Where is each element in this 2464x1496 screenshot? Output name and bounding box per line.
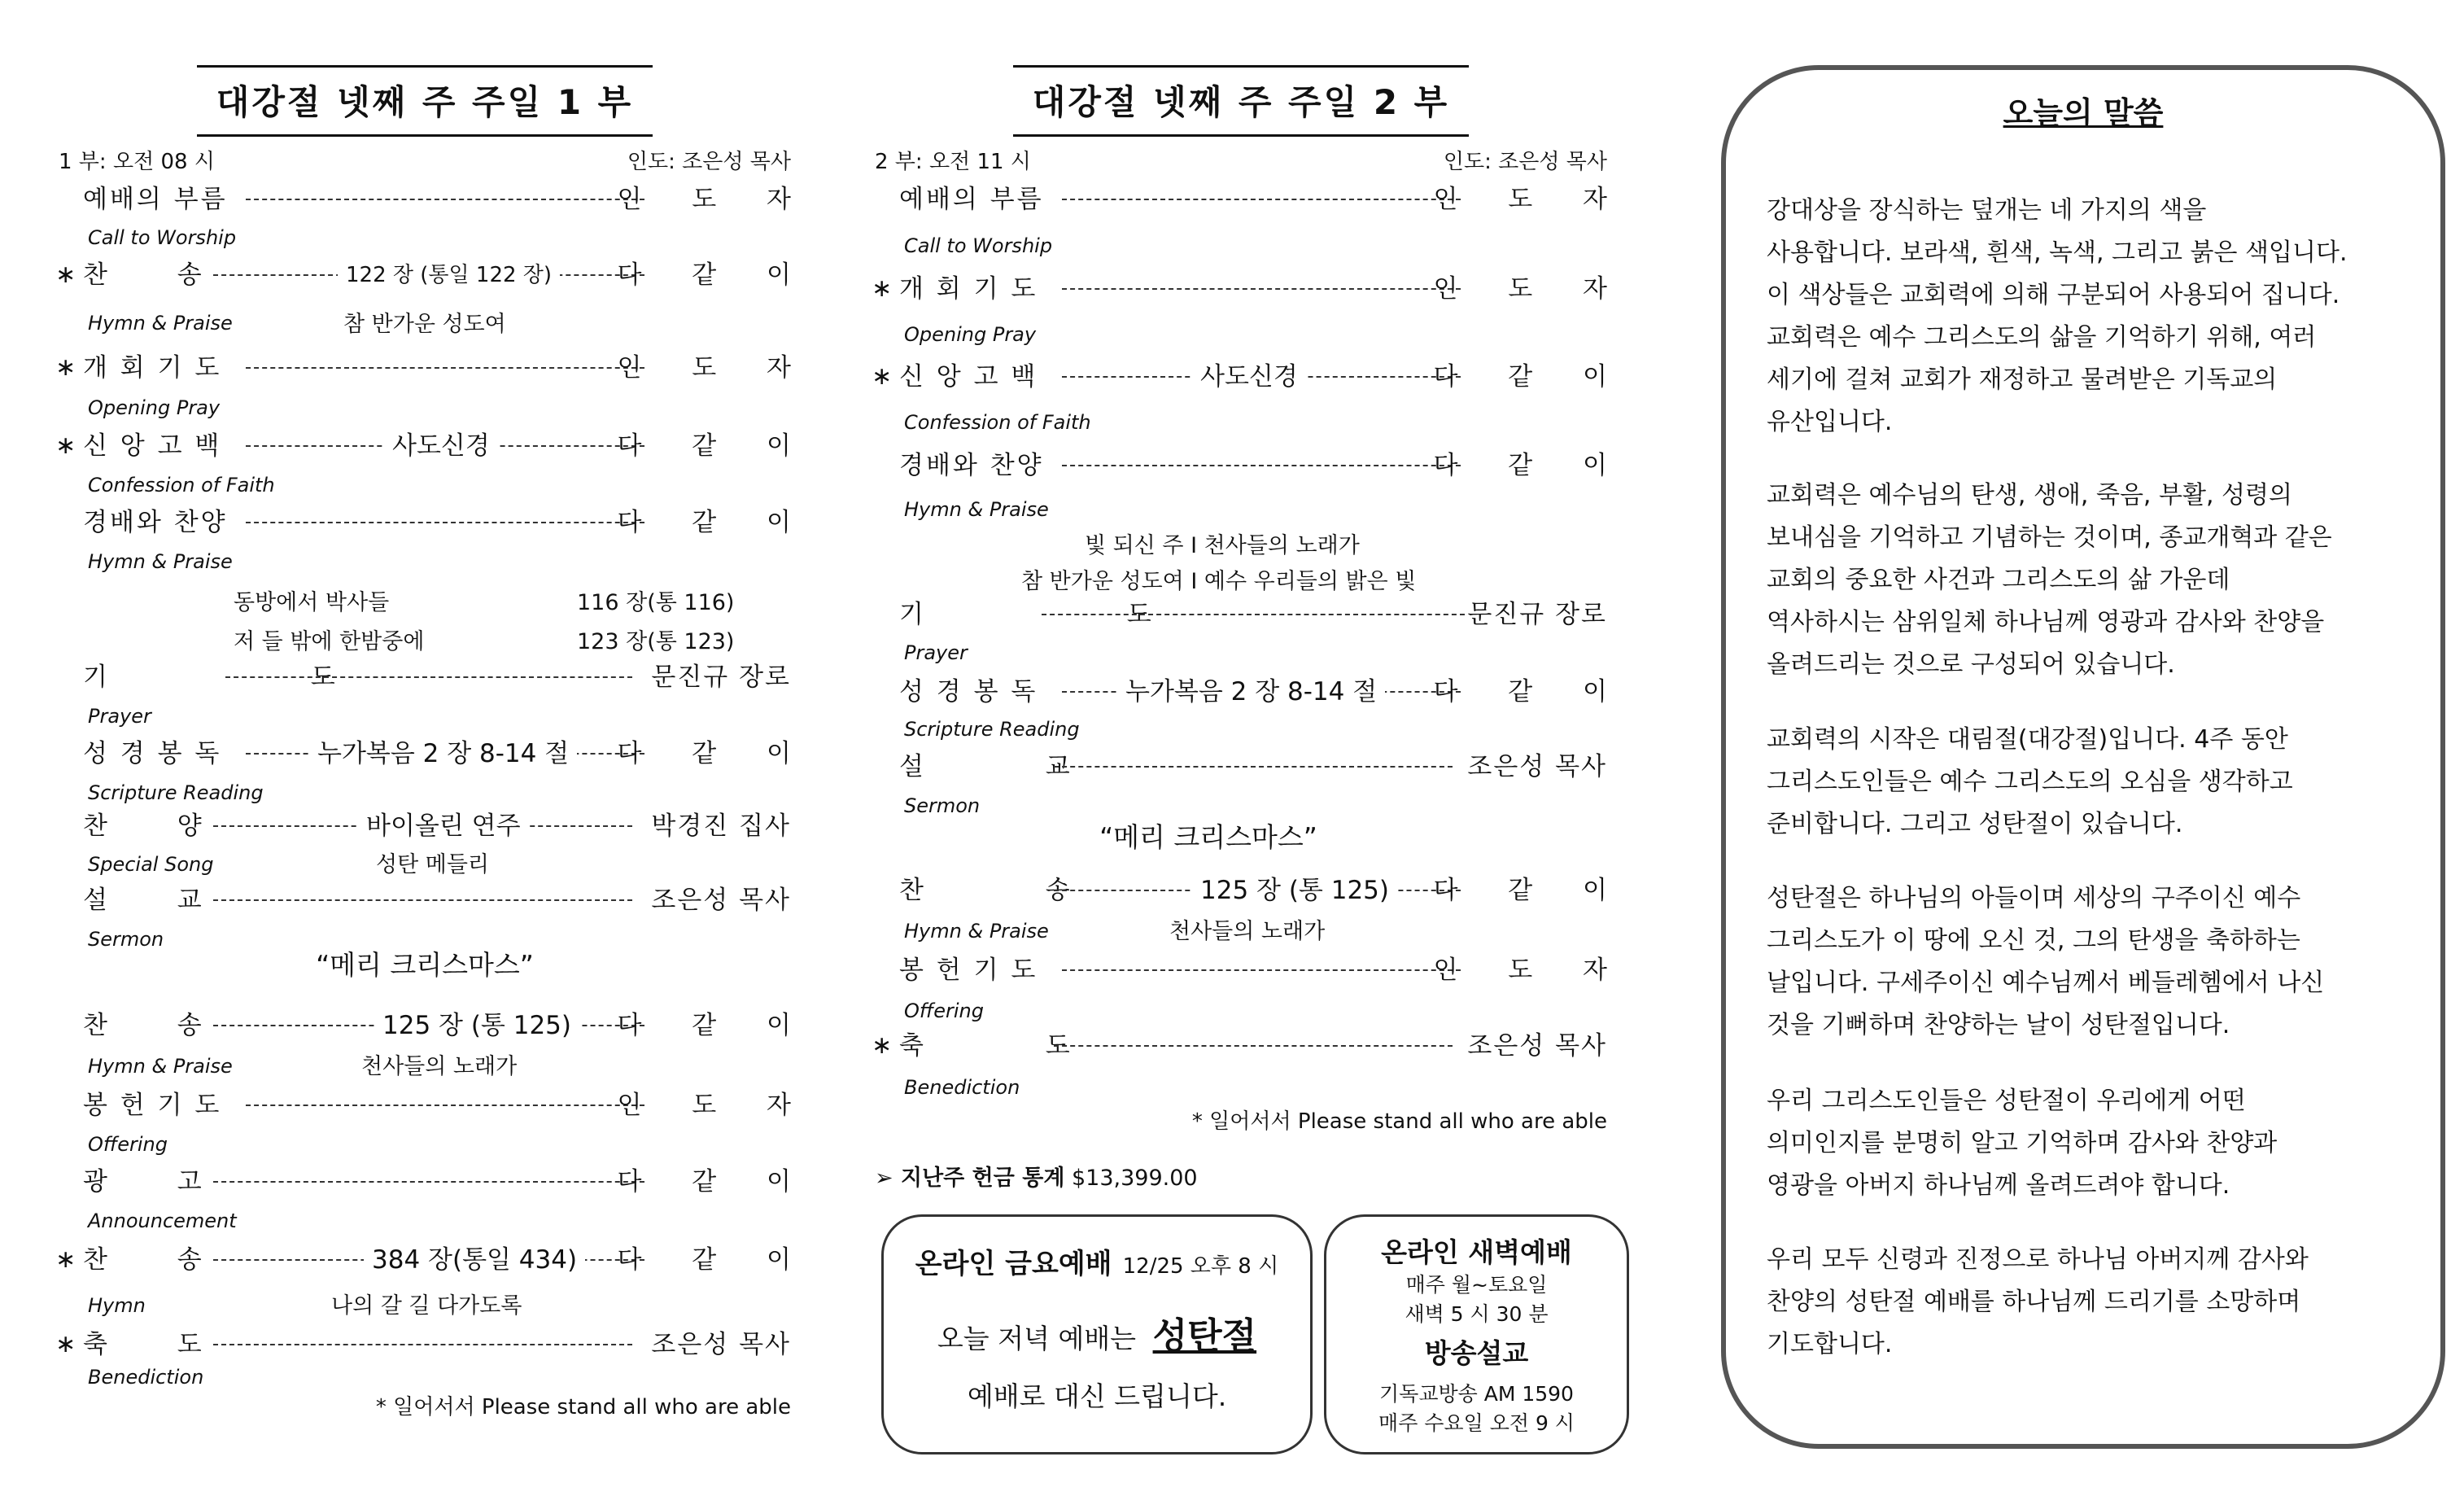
service2-title: 대강절 넷째 주 주일 2 부 xyxy=(1013,65,1469,137)
order-item: ∗ 찬 송 384 장(통일 434) 다 같 이 xyxy=(55,1245,812,1275)
praise-song: 저 들 밖에 한밤중에 xyxy=(234,629,425,654)
order-item: 성 경 봉 독 누가복음 2 장 8-14 절 다 같 이 xyxy=(83,739,812,768)
order-item: ∗ 신 앙 고 백 사도신경 다 같 이 xyxy=(872,362,1628,391)
order-item: 찬 양 바이올린 연주 박경진 집사 xyxy=(83,811,791,841)
sermon-title: “메리 크리스마스” xyxy=(316,949,534,981)
message-paragraph: 교회력은 예수님의 탄생, 생애, 죽음, 부활, 성령의 보내심을 기억하고 기념하는 것이며, 종교개혁과 같은 교회의 중요한 사건과 그리스도의 삶 가운데 역사하시는 삼위일체 하나님께 영광과 감사와 찬양을 올려드리는 것으로 구성되어 있습니다. xyxy=(1767,481,2332,679)
order-item: 예배의 부름 인 도 자 xyxy=(83,185,812,214)
order-item: 경배와 찬양 다 같 이 xyxy=(899,451,1628,480)
order-item: 예배의 부름 인 도 자 xyxy=(899,185,1628,214)
order-item: 성 경 봉 독 누가복음 2 장 8-14 절 다 같 이 xyxy=(899,677,1628,706)
stand-note: * 일어서서 Please stand all who are able xyxy=(375,1395,791,1419)
stand-note: * 일어서서 Please stand all who are able xyxy=(1191,1109,1607,1134)
service1-column: 대강절 넷째 주 주일 1 부 1 부: 오전 08 시 인도: 조은성 목사 예배의 부름 인 도 자 Call to Worship ∗ 찬 송 122 장 (통일 122 장) 다 같 이 Hymn & Praise 참 반가운 성도여 ∗ 개 회 기 도 인 도 자 Opening Pray ∗ 신 앙 고 백 사도신경 다 같 이 Confession of Faith 경배와 찬양 다 같 이 Hymn & Praise 동방에서 박사들 116 장(통 116) 저 들 밖에 한밤중에 123 장(통 123) 기 도 문진규 장로 Prayer 성 경 봉 독 누가복음 2 장 8-14 절 다 같 이 Scripture Reading 찬 양 바이올린 연주 박경진 집사 Special Song 성탄 메들리 설 교 조은성 목사 Sermon “메리 크리스마스” 찬 송 125 장 (통 125) 다 같 이 Hymn & Praise 천사들의 노래가 봉 헌 기 도 인 도 자 Offering 광 고 다 같 이 Announcement ∗ 찬 송 384 장(통일 434) 다 같 이 Hymn 나의 갈 길 다가도록 ∗ 축 도 조은성 목사 Benediction * 일어서서 Please stand all who are able xyxy=(59,0,791,1496)
praise-line: 참 반가운 성도여 I 예수 우리들의 밝은 빛 xyxy=(1021,569,1417,594)
friday-title: 온라인 금요예배 xyxy=(915,1248,1112,1280)
friday-time: 12/25 오후 8 시 xyxy=(1122,1254,1279,1279)
praise-song-number: 116 장(통 116) xyxy=(577,590,735,615)
praise-line: 빛 되신 주 I 천사들의 노래가 xyxy=(1085,533,1360,558)
offering-stats xyxy=(875,1160,1198,1192)
order-item: ∗ 개 회 기 도 인 도 자 xyxy=(872,274,1628,304)
dawn-time: 새벽 5 시 30 분 xyxy=(1405,1302,1549,1326)
message-paragraph: 교회력의 시작은 대림절(대강절)입니다. 4주 동안 그리스도인들은 예수 그리스도의 오심을 생각하고 준비합니다. 그리고 성탄절이 있습니다. xyxy=(1767,725,2293,838)
broadcast-station: 기독교방송 AM 1590 xyxy=(1379,1382,1574,1406)
service2-column: 대강절 넷째 주 주일 2 부 2 부: 오전 11 시 인도: 조은성 목사 예배의 부름 인 도 자 Call to Worship ∗ 개 회 기 도 인 도 자 Opening Pray ∗ 신 앙 고 백 사도신경 다 같 이 Confession of Faith 경배와 찬양 다 같 이 Hymn & Praise 빛 되신 주 I 천사들의 노래가 참 반가운 성도여 I 예수 우리들의 밝은 빛 기 도 문진규 장로 Prayer 성 경 봉 독 누가복음 2 장 8-14 절 다 같 이 Scripture Reading 설 교 조은성 목사 Sermon “메리 크리스마스” 찬 송 125 장 (통 125) 다 같 이 Hymn & Praise 천사들의 노래가 봉 헌 기 도 인 도 자 Offering ∗ 축 도 조은성 목사 Benediction * 일어서서 Please stand all who are able ➢ 지난주 헌금 통계 $13,399.00 온라인 금요예배 12/25 오후 8 시 오늘 저녁 예배는 성탄절 예배로 대신 드립니다. 온라인 새벽예배 매주 월~토요일 새벽 5 시 30 분 방송설교 기독교방송 AM 1590 매주 수요일 오전 9 시 xyxy=(875,0,1607,1496)
order-item: ∗ 찬 송 122 장 (통일 122 장) 다 같 이 xyxy=(55,260,812,290)
service1-leader: 인도: 조은성 목사 xyxy=(627,150,791,174)
message-paragraph: 우리 그리스도인들은 성탄절이 우리에게 어떤 의미인지를 분명히 알고 기억하며 감사와 찬양과 영광을 아버지 하나님께 올려드려야 합니다. xyxy=(1767,1087,2278,1200)
offering-amount: $13,399.00 xyxy=(1072,1166,1198,1191)
order-item: 설 교 조은성 목사 xyxy=(899,752,1607,781)
friday-line1: 오늘 저녁 예배는 xyxy=(937,1323,1137,1354)
offering-label: ➢ 지난주 헌금 통계 xyxy=(875,1166,1065,1191)
friday-service-box xyxy=(881,1214,1313,1454)
sermon-title: “메리 크리스마스” xyxy=(1099,821,1317,853)
dawn-days: 매주 월~토요일 xyxy=(1405,1273,1548,1297)
dawn-service-box xyxy=(1324,1214,1629,1454)
friday-line2: 예배로 대신 드립니다. xyxy=(967,1380,1227,1412)
order-item: ∗ 신 앙 고 백 사도신경 다 같 이 xyxy=(55,431,812,461)
order-item: 기 도 문진규 장로 xyxy=(899,600,1607,629)
service1-time: 1 부: 오전 08 시 xyxy=(59,150,215,174)
order-item: ∗ 축 도 조은성 목사 xyxy=(55,1330,791,1359)
message-paragraph: 우리 모두 신령과 진정으로 하나님 아버지께 감사와 찬양의 성탄절 예배를 하나님께 드리기를 소망하며 기도합니다. xyxy=(1767,1245,2309,1358)
christmas-highlight: 성탄절 xyxy=(1152,1315,1257,1357)
order-item: 기 도 문진규 장로 xyxy=(83,663,791,692)
order-item: 설 교 조은성 목사 xyxy=(83,886,791,915)
broadcast-time: 매주 수요일 오전 9 시 xyxy=(1378,1411,1575,1435)
order-item: 경배와 찬양 다 같 이 xyxy=(83,508,812,537)
order-item: 찬 송 125 장 (통 125) 다 같 이 xyxy=(83,1011,812,1040)
praise-song-number: 123 장(통 123) xyxy=(577,629,735,654)
order-item: 봉 헌 기 도 인 도 자 xyxy=(899,956,1628,985)
order-item: ∗ 개 회 기 도 인 도 자 xyxy=(55,353,812,383)
broadcast-title: 방송설교 xyxy=(1424,1337,1529,1369)
service1-title: 대강절 넷째 주 주일 1 부 xyxy=(197,65,653,137)
order-item: 광 고 다 같 이 xyxy=(83,1167,812,1196)
order-item: 봉 헌 기 도 인 도 자 xyxy=(83,1091,812,1120)
order-item: ∗ 축 도 조은성 목사 xyxy=(872,1031,1607,1061)
dawn-title: 온라인 새벽예배 xyxy=(1381,1236,1572,1268)
service2-leader: 인도: 조은성 목사 xyxy=(1443,150,1607,174)
service1-info xyxy=(59,145,791,175)
message-title: 오늘의 말씀 xyxy=(2003,95,2164,131)
message-paragraph: 강대상을 장식하는 덮개는 네 가지의 색을 사용합니다. 보라색, 흰색, 녹색, 그리고 붉은 색입니다. 이 색상들은 교회력에 의해 구분되어 사용되어 집니다. 교회력은 예수 그리스도의 삶을 기억하기 위해, 여러 세기에 걸쳐 교회가 재정하고 물려받은 기독교의 유산입니다. xyxy=(1767,196,2348,436)
message-column xyxy=(1721,0,2445,1496)
order-item: 찬 송 125 장 (통 125) 다 같 이 xyxy=(899,876,1628,905)
praise-song: 동방에서 박사들 xyxy=(234,590,390,615)
service2-time: 2 부: 오전 11 시 xyxy=(875,150,1031,174)
message-paragraph: 성탄절은 하나님의 아들이며 세상의 구주이신 예수 그리스도가 이 땅에 오신 것, 그의 탄생을 축하하는 날입니다. 구세주이신 예수님께서 베들레헴에서 나신 것을 기뻐하며 찬양하는 날이 성탄절입니다. xyxy=(1767,884,2325,1039)
service2-info xyxy=(875,145,1607,175)
